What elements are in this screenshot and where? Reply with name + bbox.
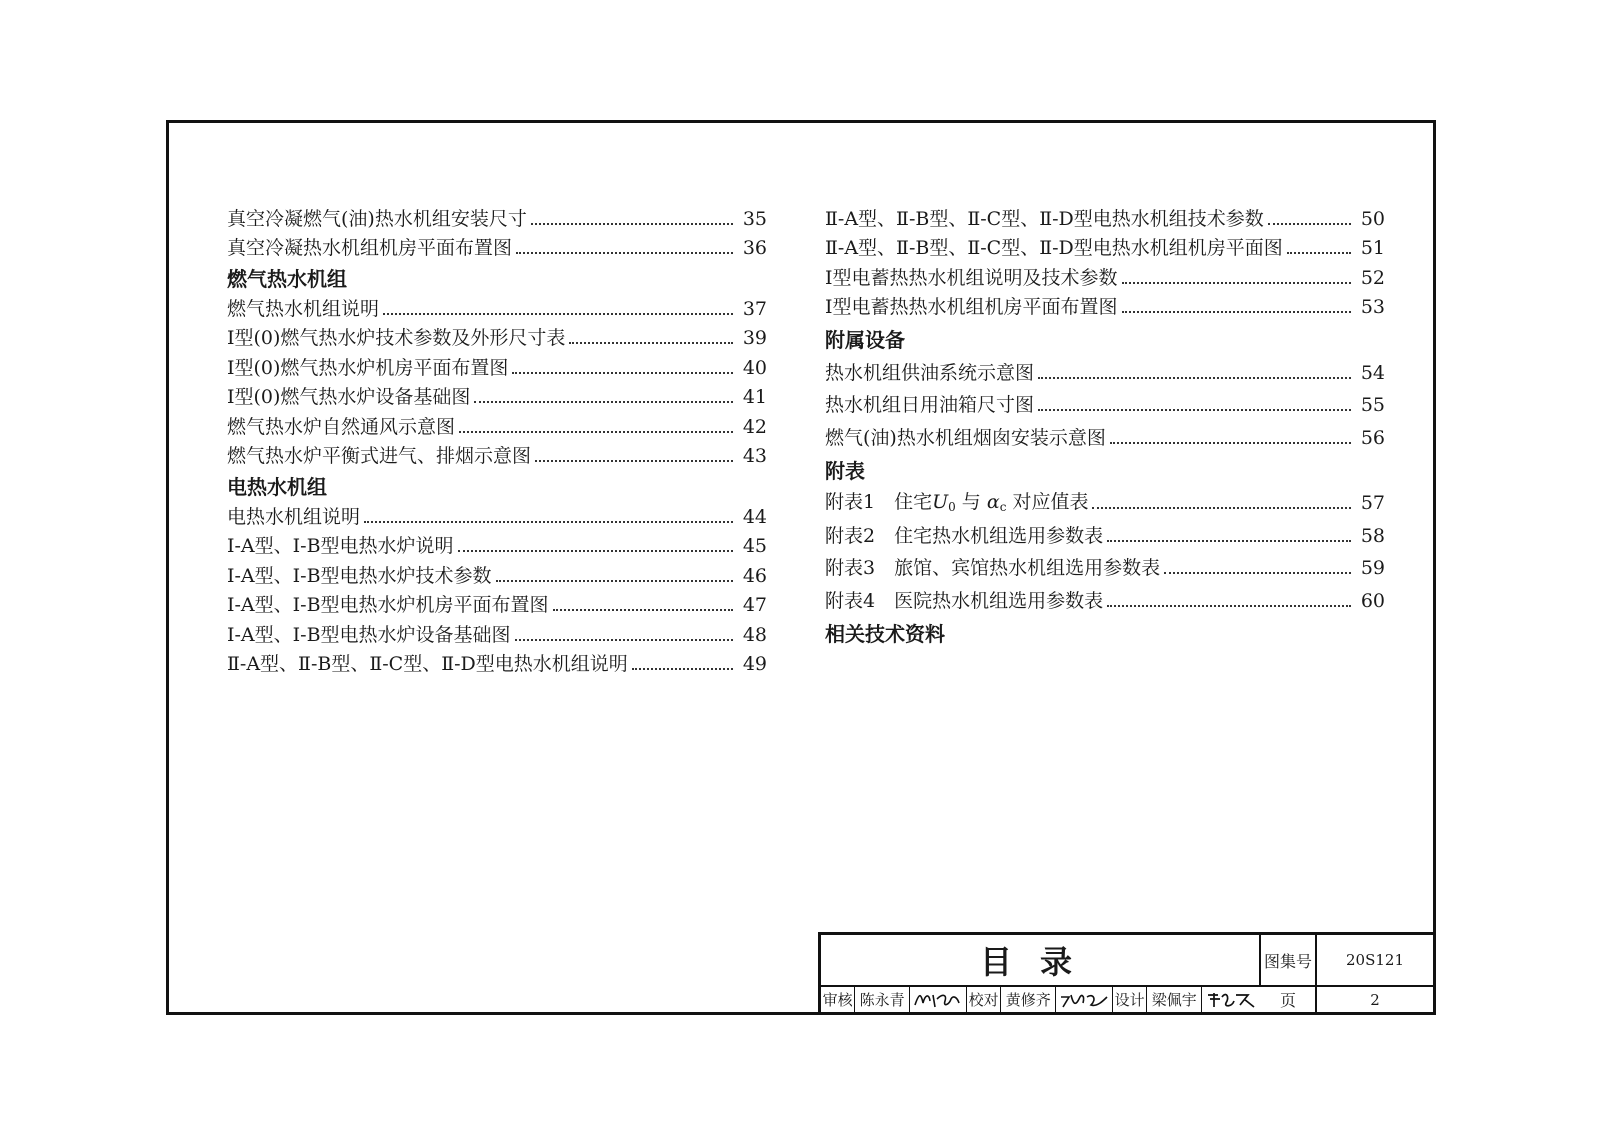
toc-entry[interactable] xyxy=(825,350,1385,383)
checker-name: 黄修齐 xyxy=(1001,987,1056,1012)
toc-entry-page-number: 44 xyxy=(742,505,767,528)
toc-section-heading: 附属设备 xyxy=(825,328,905,352)
toc-entry[interactable] xyxy=(825,513,1385,546)
toc-entry[interactable] xyxy=(227,289,767,319)
toc-entry-title: 真空冷凝热水机组机房平面布置图 xyxy=(227,237,513,259)
page-number: 2 xyxy=(1370,990,1380,1009)
toc-entry[interactable] xyxy=(227,319,767,349)
dot-leader xyxy=(1268,223,1351,225)
toc-entry-page-number: 55 xyxy=(1360,394,1385,416)
title-block xyxy=(818,932,1436,1015)
dot-leader xyxy=(1287,252,1351,254)
dot-leader xyxy=(1038,409,1351,411)
dot-leader xyxy=(1110,442,1351,444)
toc-entry[interactable] xyxy=(227,378,767,408)
toc-entry[interactable] xyxy=(227,527,767,557)
toc-entry[interactable] xyxy=(825,258,1385,288)
toc-left-column xyxy=(227,199,767,674)
toc-section-heading: 附表 xyxy=(825,458,865,483)
toc-entry-title: 附表3 旅馆、宾馆热水机组选用参数表 xyxy=(825,557,1161,579)
toc-entry[interactable] xyxy=(227,199,767,229)
toc-entry-title-part: 对应值表 xyxy=(1006,491,1089,513)
toc-entry-title: 燃气热水机组说明 xyxy=(227,297,380,320)
toc-entry[interactable] xyxy=(227,556,767,586)
dot-leader xyxy=(474,401,732,403)
toc-entry-title-part: 0 xyxy=(948,500,956,514)
toc-entry-page-number: 58 xyxy=(1360,524,1385,547)
toc-entry[interactable] xyxy=(227,229,767,259)
designer-name: 梁佩宇 xyxy=(1147,987,1202,1012)
toc-entry-title: 附表4 医院热水机组选用参数表 xyxy=(825,589,1104,612)
toc-entry-page-number: 49 xyxy=(742,653,767,675)
dot-leader xyxy=(459,431,733,433)
toc-entry[interactable] xyxy=(825,383,1385,416)
dot-leader xyxy=(1107,605,1351,607)
toc-entry-title: 真空冷凝燃气(油)热水机组安装尺寸 xyxy=(227,207,527,230)
toc-entry[interactable] xyxy=(227,348,767,378)
toc-entry[interactable] xyxy=(227,437,767,467)
dot-leader xyxy=(553,609,733,611)
toc-right-column xyxy=(825,199,1385,644)
toc-entry-page-number: 35 xyxy=(742,207,767,230)
toc-entry-page-number: 37 xyxy=(742,297,767,320)
dot-leader xyxy=(1107,540,1351,542)
toc-entry-title: I型(0)燃气热水炉设备基础图 xyxy=(227,386,471,408)
toc-section-heading: 相关技术资料 xyxy=(825,621,945,646)
toc-entry-page-number: 42 xyxy=(742,415,767,438)
toc-entry-page-number: 59 xyxy=(1360,557,1385,579)
toc-section-heading: 电热水机组 xyxy=(227,475,327,499)
dot-leader xyxy=(1038,377,1351,379)
toc-entry-page-number: 60 xyxy=(1360,589,1385,612)
dot-leader xyxy=(632,668,733,670)
toc-entry-title: 燃气(油)热水机组烟囱安装示意图 xyxy=(825,426,1106,449)
drawing-frame xyxy=(166,120,1436,1015)
page-label: 页 xyxy=(1261,987,1317,1012)
toc-entry-page-number: 43 xyxy=(742,445,767,467)
toc-entry[interactable] xyxy=(825,288,1385,318)
toc-entry-page-number: 40 xyxy=(742,356,767,379)
toc-entry[interactable] xyxy=(227,645,767,675)
toc-entry-title-part: c xyxy=(999,500,1007,514)
toc-entry-title: 燃气热水炉自然通风示意图 xyxy=(227,415,456,438)
toc-entry-title-part: α xyxy=(986,491,1000,513)
toc-entry-page-number: 54 xyxy=(1360,361,1385,384)
dot-leader xyxy=(364,521,733,523)
toc-entry-page-number: 36 xyxy=(742,237,767,259)
toc-entry-page-number: 50 xyxy=(1360,207,1385,230)
dot-leader xyxy=(1092,507,1350,509)
toc-entry-page-number: 57 xyxy=(1360,492,1385,514)
dot-leader xyxy=(383,313,733,315)
toc-entry-page-number: 46 xyxy=(742,564,767,587)
check-label: 校对 xyxy=(967,987,1001,1012)
toc-entry-title: I型(0)燃气热水炉技术参数及外形尺寸表 xyxy=(227,327,566,349)
review-label: 审核 xyxy=(821,987,855,1012)
toc-entry[interactable] xyxy=(825,199,1385,229)
toc-entry-title: I型电蓄热热水机组机房平面布置图 xyxy=(825,296,1118,318)
dot-leader xyxy=(531,223,733,225)
toc-entry-page-number: 41 xyxy=(742,386,767,408)
toc-entry-page-number: 52 xyxy=(1360,266,1385,289)
checker-signature xyxy=(1056,987,1113,1012)
toc-entry-title xyxy=(825,493,1088,513)
toc-entry[interactable] xyxy=(227,586,767,616)
design-label: 设计 xyxy=(1113,987,1147,1012)
dot-leader xyxy=(516,252,733,254)
toc-entry-title: I-A型、I-B型电热水炉设备基础图 xyxy=(227,623,511,646)
atlas-number: 20S121 xyxy=(1317,935,1433,987)
toc-entry[interactable] xyxy=(227,497,767,527)
toc-entry-title-part: 与 xyxy=(955,491,987,513)
dot-leader xyxy=(515,639,733,641)
toc-entry-title: 电热水机组说明 xyxy=(227,505,361,528)
toc-entry[interactable] xyxy=(227,407,767,437)
toc-entry[interactable] xyxy=(825,546,1385,579)
toc-entry-page-number: 39 xyxy=(742,327,767,349)
reviewer-name: 陈永青 xyxy=(855,987,910,1012)
toc-entry-title: 热水机组日用油箱尺寸图 xyxy=(825,394,1035,416)
sheet-title: 目录 xyxy=(821,935,1261,987)
toc-entry[interactable] xyxy=(825,578,1385,611)
toc-entry-title: Ⅱ-A型、Ⅱ-B型、Ⅱ-C型、Ⅱ-D型电热水机组机房平面图 xyxy=(825,237,1283,259)
toc-entry-title: I-A型、I-B型电热水炉说明 xyxy=(227,535,454,557)
toc-entry[interactable] xyxy=(825,481,1385,514)
toc-entry-page-number: 53 xyxy=(1360,296,1385,318)
toc-entry-page-number: 51 xyxy=(1360,237,1385,259)
toc-entry-page-number: 47 xyxy=(742,594,767,616)
dot-leader xyxy=(569,342,732,344)
toc-entry-title-part: 附表1 住宅 xyxy=(825,491,933,513)
toc-entry-title: 附表2 住宅热水机组选用参数表 xyxy=(825,524,1104,547)
dot-leader xyxy=(1122,282,1351,284)
atlas-number-label: 图集号 xyxy=(1261,935,1317,987)
toc-entry-title: I型电蓄热热水机组说明及技术参数 xyxy=(825,266,1118,289)
dot-leader xyxy=(512,372,732,374)
toc-entry-page-number: 45 xyxy=(742,535,767,557)
toc-section-heading: 燃气热水机组 xyxy=(227,267,347,291)
toc-entry-title: 热水机组供油系统示意图 xyxy=(825,361,1035,384)
toc-entry-page-number: 56 xyxy=(1360,426,1385,449)
toc-entry[interactable] xyxy=(227,615,767,645)
dot-leader xyxy=(496,580,733,582)
toc-entry[interactable] xyxy=(825,229,1385,259)
toc-entry-page-number: 48 xyxy=(742,623,767,646)
toc-entry-title: Ⅱ-A型、Ⅱ-B型、Ⅱ-C型、Ⅱ-D型电热水机组说明 xyxy=(227,653,628,675)
toc-entry-title: 燃气热水炉平衡式进气、排烟示意图 xyxy=(227,445,532,467)
toc-entry-title-part: U xyxy=(932,491,949,513)
toc-entry-title: Ⅱ-A型、Ⅱ-B型、Ⅱ-C型、Ⅱ-D型电热水机组技术参数 xyxy=(825,207,1264,230)
toc-entry-title: I-A型、I-B型电热水炉技术参数 xyxy=(227,564,492,587)
toc-entry-title: I型(0)燃气热水炉机房平面布置图 xyxy=(227,356,509,379)
dot-leader xyxy=(535,460,733,462)
toc-entry-title: I-A型、I-B型电热水炉机房平面布置图 xyxy=(227,594,549,616)
dot-leader xyxy=(1122,311,1351,313)
dot-leader xyxy=(458,550,733,552)
signature-row xyxy=(821,987,1261,1012)
dot-leader xyxy=(1164,572,1351,574)
reviewer-signature xyxy=(910,987,967,1012)
designer-signature xyxy=(1202,987,1261,1012)
toc-entry[interactable] xyxy=(825,415,1385,448)
